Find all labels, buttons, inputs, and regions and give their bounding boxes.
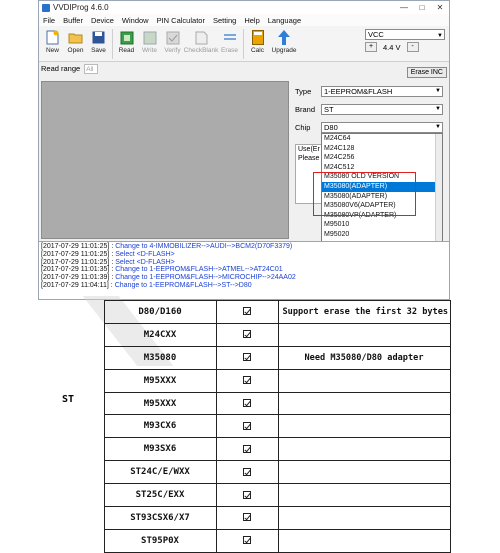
toolbar-separator [243,29,244,59]
write-chip-icon [142,30,157,45]
verify-button[interactable]: Verify [161,28,184,60]
chip-name: M35080 [104,346,216,369]
vcc-select[interactable]: VCC ▼ [365,29,445,40]
checkbox-checked-icon [243,376,251,384]
checkbox-checked-icon [243,513,251,521]
menu-help[interactable]: Help [244,15,260,25]
menu-device[interactable]: Device [90,15,114,25]
log-line: [2017-07-29 11:01:35] : Change to 1-EEPROM&FLASH-->ATMEL-->AT24C01 [41,266,283,274]
support-note [278,438,450,461]
checkbox-checked-icon [243,422,251,430]
chip-name: ST24C/E/WXX [104,461,216,484]
checkbox-checked-icon [243,445,251,453]
checkbox-checked-icon [243,468,251,476]
table-row [38,461,450,484]
erase-icon [222,30,237,45]
chip-name: M24CXX [104,323,216,346]
log-line: [2017-07-29 11:01:25] : Change to 4-IMMOBILIZER-->AUDI-->BCM2(D70F3379) [41,243,293,250]
support-note: Need M35080/D80 adapter [278,346,450,369]
save-button[interactable]: Save [87,28,110,60]
chip-option[interactable]: M24C512 [324,163,355,171]
new-button[interactable]: New [41,28,64,60]
support-note [278,392,450,415]
log-line: [2017-07-29 11:01:25] : Select <D-FLASH> [41,258,175,266]
dropdown-scrollbar[interactable] [435,134,442,252]
voltage-minus-button[interactable]: - [407,42,419,52]
support-note [278,507,450,530]
chip-option[interactable]: M24C64 [324,135,351,142]
chip-name: M95XXX [104,369,216,392]
write-button[interactable]: Write [138,28,161,60]
table-row [38,507,450,530]
brand-label: Brand [295,104,316,114]
buffer-view[interactable] [41,81,289,239]
toolbar [39,26,449,62]
window-controls [395,3,449,12]
chip-option[interactable]: M95010 [324,221,350,229]
table-row [38,301,450,324]
checkbox-checked-icon [243,536,251,544]
brand-row [295,103,447,115]
folder-open-icon [68,30,83,45]
chip-name: ST93CSX6/X7 [104,507,216,530]
erase-inc-button[interactable]: Erase INC [407,67,447,78]
chip-option[interactable]: M24C128 [324,144,355,152]
save-disk-icon [91,30,106,45]
chevron-down-icon: ▼ [435,123,441,130]
menu-pin-calculator[interactable]: PIN Calculator [156,15,205,25]
chip-option[interactable]: M24C256 [324,154,355,162]
support-note [278,461,450,484]
table-row [38,323,450,346]
minimize-icon[interactable]: — [400,3,408,12]
chevron-down-icon: ▼ [435,87,441,94]
table-row [38,369,450,392]
chip-name: ST95P0X [104,529,216,552]
support-note: Support erase the first 32 bytes [278,301,450,324]
brand-select[interactable]: ST ▼ [321,104,443,115]
read-range-label: Read range [41,64,81,73]
log-panel [39,241,449,299]
menu-buffer[interactable]: Buffer [63,15,83,25]
checkbox-checked-icon [243,307,251,315]
chip-option-selected[interactable]: M35080(ADAPTER) [322,182,442,192]
supported-chip-table [38,300,451,553]
checkbox-checked-icon [243,491,251,499]
calc-button[interactable]: Calc [246,28,269,60]
usage-hint-box: Use(Er Please [295,144,323,204]
chip-row [295,121,447,133]
support-note [278,369,450,392]
vvdiprog-window [38,0,450,300]
menu-window[interactable]: Window [121,15,149,25]
menu-bar [39,14,449,26]
checkblank-button[interactable]: CheckBlank [184,28,218,60]
support-note [278,484,450,507]
support-note [278,529,450,552]
voltage-value: 4.4 V [383,42,401,52]
log-line: [2017-07-29 11:04:11] : Change to 1-EEPROM&FLASH-->ST-->D80 [41,281,252,289]
voltage-plus-button[interactable]: + [365,42,377,52]
menu-language[interactable]: Language [267,15,302,25]
menu-file[interactable]: File [43,15,56,25]
chevron-down-icon: ▼ [435,105,441,112]
table-row [38,415,450,438]
checkbox-checked-icon [243,353,251,361]
upgrade-arrow-icon [277,30,292,45]
upgrade-button[interactable]: Upgrade [269,28,299,60]
menu-setting[interactable]: Setting [212,15,237,25]
maximize-icon[interactable]: □ [419,3,425,12]
voltage-stepper [365,42,445,52]
chip-label: Chip [295,122,311,132]
vcc-panel [365,29,445,52]
calculator-icon [250,30,265,45]
title-bar [39,1,449,14]
app-logo-icon [42,4,50,12]
chip-name: ST25C/EXX [104,484,216,507]
chip-option[interactable]: M35080VP(ADAPTER) [324,211,397,219]
type-label: Type [295,86,312,96]
chip-option[interactable]: M35080 OLD VERSION [324,173,400,181]
support-note [278,323,450,346]
chip-name: M95XXX [104,392,216,415]
chip-select[interactable]: D80 ▼ [321,122,443,133]
read-button[interactable]: Read [115,28,138,60]
toolbar-separator [112,29,113,59]
chip-name: D80/D160 [104,301,216,324]
chevron-down-icon: ▼ [437,33,443,39]
table-row [38,392,450,415]
chip-option[interactable]: M35080V6(ADAPTER) [324,202,396,210]
chip-name: M93CX6 [104,415,216,438]
read-range-input[interactable]: All [84,64,98,74]
new-file-icon [45,30,60,45]
erase-button[interactable]: Erase [218,28,241,60]
chip-name: M93SX6 [104,438,216,461]
close-icon[interactable]: ✕ [436,3,444,12]
table-row [38,484,450,507]
chip-option[interactable]: M95020 [324,230,350,238]
read-range-bar [39,62,449,75]
checkbox-checked-icon [243,399,251,407]
chip-selection-panel [295,85,447,245]
type-row [295,85,447,97]
log-line: [2017-07-29 11:01:25] : Select <D-FLASH> [41,250,175,258]
checkbox-checked-icon [243,330,251,338]
check-blank-icon [194,30,209,45]
verify-icon [165,30,180,45]
window-title: VVDIProg 4.6.0 [53,3,109,12]
support-note [278,415,450,438]
table-row [38,438,450,461]
read-chip-icon [119,30,134,45]
table-row [38,529,450,552]
brand-name-cell: ST [62,394,75,405]
type-select[interactable]: 1-EEPROM&FLASH ▼ [321,86,443,97]
table-row [38,346,450,369]
open-button[interactable]: Open [64,28,87,60]
log-line: [2017-07-29 11:01:39] : Change to 1-EEPROM&FLASH-->MICROCHIP-->24AA02 [41,274,296,282]
highlight-annotation-box [313,172,416,216]
chip-option[interactable]: M35080(ADAPTER) [324,192,388,200]
